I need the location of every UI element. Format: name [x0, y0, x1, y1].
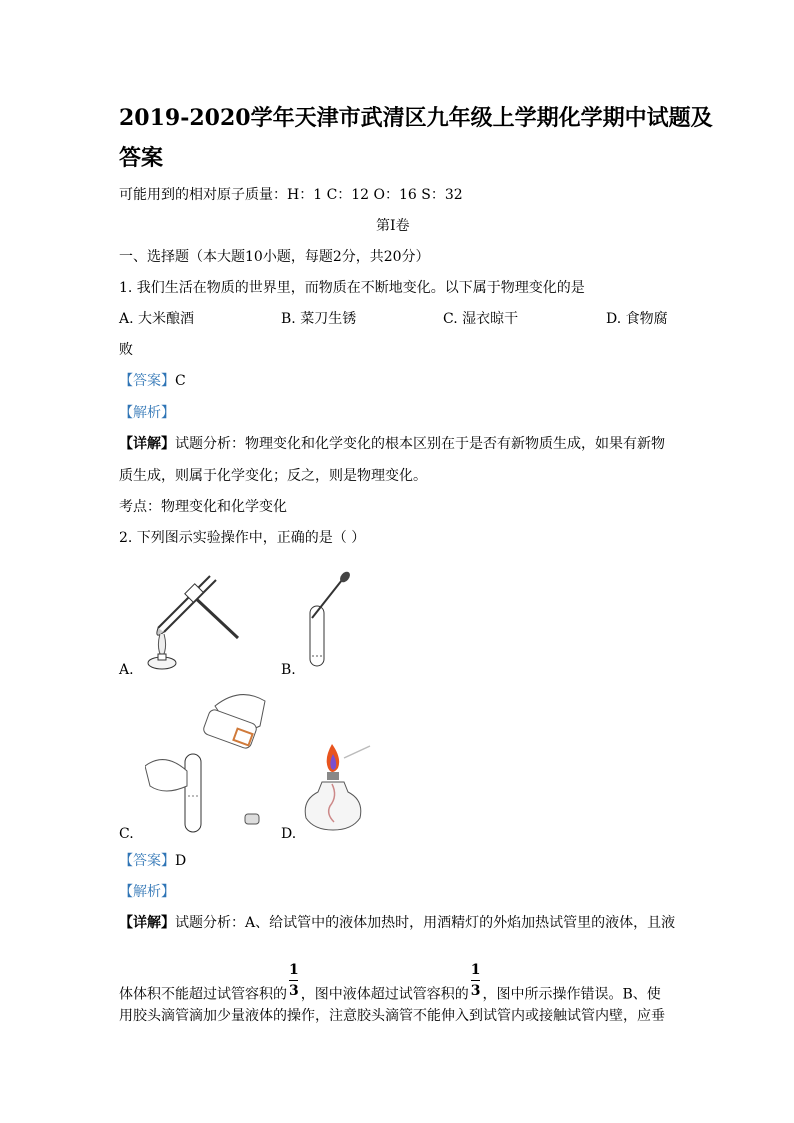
fig-label-b: B. — [281, 662, 296, 678]
doc-title-line1: 2019-2020学年天津市武清区九年级上学期化学期中试题及 — [119, 105, 713, 131]
figure-c-pouring — [145, 686, 270, 836]
q1-point: 考点：物理变化和化学变化 — [119, 499, 287, 515]
detail-label: 【详解】 — [119, 915, 175, 931]
figure-d-alcohol-lamp — [302, 740, 372, 835]
fraction-numerator: 1 — [470, 962, 481, 978]
q1-stem: 1. 我们生活在物质的世界里，而物质在不断地变化。以下属于物理变化的是 — [119, 280, 585, 296]
atomic-mass: 可能用到的相对原子质量：H：1 C：12 O：16 S：32 — [119, 187, 463, 203]
detail-text: 试题分析：物理变化和化学变化的根本区别在于是否有新物质生成，如果有新物 — [175, 436, 665, 452]
detail-text: 试题分析：A、给试管中的液体加热时，用酒精灯的外焰加热试管里的液体，且液 — [175, 915, 676, 931]
fraction-one-third — [289, 962, 299, 999]
fraction-one-third — [471, 962, 481, 999]
figure-b-dropper — [300, 568, 360, 673]
q1-option-b: B. 菜刀生锈 — [281, 311, 357, 327]
q1-detail-line1 — [119, 435, 665, 453]
answer-label: 【答案】 — [119, 853, 175, 869]
answer-value: C — [175, 373, 186, 389]
section-heading: 一、选择题（本大题10小题，每题2分，共20分） — [119, 249, 430, 265]
fig-label-d: D. — [281, 826, 297, 842]
q1-option-c: C. 湿衣晾干 — [443, 311, 519, 327]
doc-title-line2: 答案 — [119, 145, 164, 171]
fig-label-c: C. — [119, 826, 134, 842]
q1-option-wrap: 败 — [119, 342, 133, 358]
detail-text: ，图中液体超过试管容积的 — [300, 986, 469, 1003]
detail-label: 【详解】 — [119, 436, 175, 452]
q2-detail-line1 — [119, 914, 675, 932]
answer-value: D — [175, 853, 187, 869]
detail-text: ，图中所示操作错误。B、使 — [482, 986, 661, 1003]
q2-answer — [119, 852, 186, 870]
figure-a-heating-tube — [140, 568, 245, 673]
fraction-numerator: 1 — [289, 962, 299, 978]
q2-analysis-label: 【解析】 — [119, 884, 175, 900]
q1-option-d: D. 食物腐 — [606, 311, 668, 327]
detail-text: 体体积不能超过试管容积的 — [119, 986, 287, 1003]
q1-option-a: A. 大米酿酒 — [119, 311, 195, 327]
fraction-denominator: 3 — [470, 983, 481, 999]
q1-detail-line2: 质生成，则属于化学变化；反之，则是物理变化。 — [119, 468, 427, 484]
q2-detail-line3: 用胶头滴管滴加少量液体的操作，注意胶头滴管不能伸入到试管内或接触试管内壁，应垂 — [119, 1008, 665, 1024]
fraction-denominator: 3 — [289, 983, 299, 999]
q2-stem: 2. 下列图示实验操作中，正确的是（ ） — [119, 530, 366, 546]
volume-heading: 第I卷 — [376, 218, 410, 234]
answer-label: 【答案】 — [119, 373, 175, 389]
fig-label-a: A. — [119, 662, 134, 678]
q1-analysis-label: 【解析】 — [119, 405, 175, 421]
q1-answer — [119, 372, 186, 390]
